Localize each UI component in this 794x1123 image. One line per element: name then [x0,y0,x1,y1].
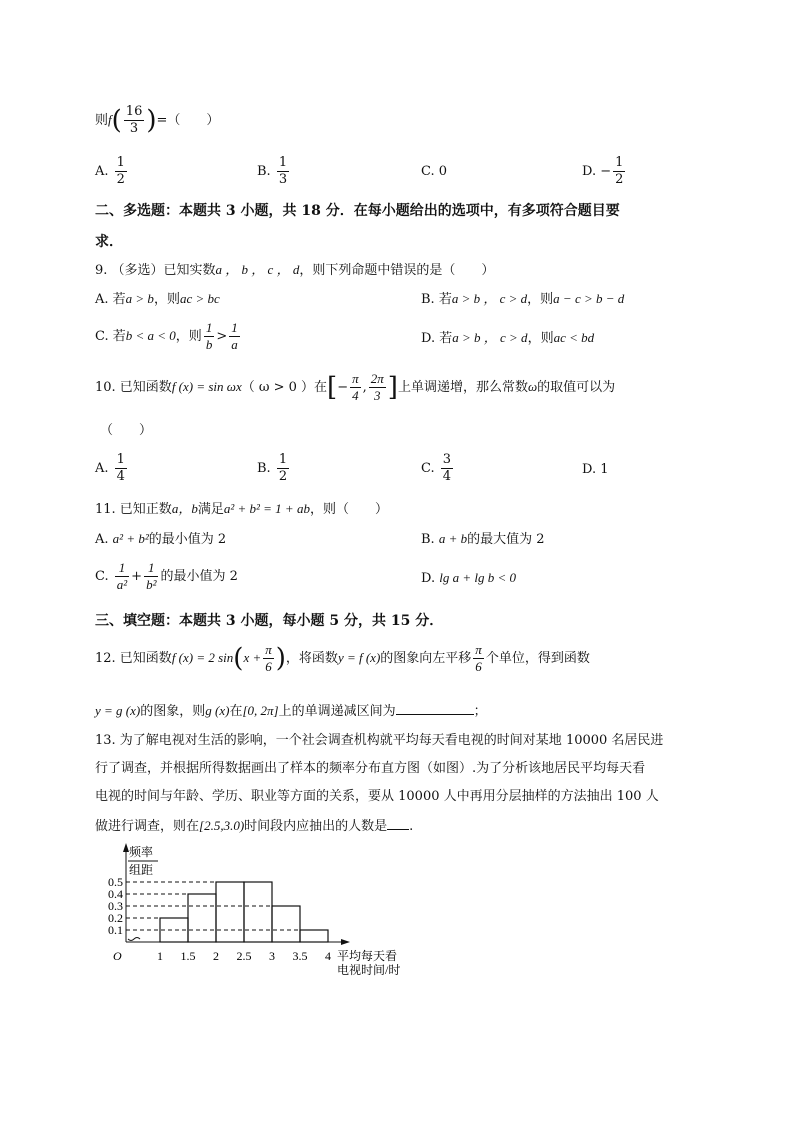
q8-stem [95,104,219,137]
x-tick-label: 3 [269,949,275,963]
frac-den: 2 [278,469,288,484]
y-tick-label: 0.1 [108,923,123,937]
x-tick-label: 1.5 [180,949,196,963]
q8-option-b[interactable] [257,155,291,188]
y-tick-label: 0.5 [108,875,123,889]
minus-sign: − [337,380,349,395]
option-label: A. [95,461,109,476]
histogram-bar [216,882,244,942]
frac-den: a [231,337,238,352]
condition: a > b ， c > d [451,291,528,306]
q13-end: . [409,819,414,834]
then-text: ，则 [527,292,554,307]
paren-close: ) [275,643,286,674]
q12-yg: y = g (x) [95,703,141,718]
plus-sign: + [131,569,143,584]
q8-option-a[interactable] [95,155,129,188]
q9-option-b[interactable] [421,290,624,309]
frac-den: 4 [442,469,452,484]
x-tick-label: 4 [325,949,331,963]
frequency-histogram [95,840,435,990]
expression: a + b [438,531,468,546]
then-text: ，则 [153,292,180,307]
histogram-bar [300,930,328,942]
frac-num: 2π [370,371,384,386]
q12-stem-d: 个单位，得到函数 [485,651,590,666]
option-label: B. 若 [421,292,452,307]
q13-line3: 电视的时间与年龄、学历、职业等方面的关系，要从 10000 人中再用分层抽样的方法抽出 100 人 [95,789,659,804]
x-plus: x + [243,650,262,665]
frac-den: 2 [615,172,624,187]
frac-den: 6 [475,659,482,674]
q12-stem-line1 [95,642,590,675]
minus-sign: − [600,164,612,179]
frac-den: 6 [265,659,272,674]
q8-eq: =（ ） [156,113,220,128]
histogram-bar [188,894,216,942]
q9-vars: a ， b ， c ， d [215,262,300,277]
q13-line1: 13. 为了解电视对生活的影响，一个社会调查机构就平均每天看电视的时间对某地 10000 名居民进 [95,733,664,748]
q10-option-b[interactable] [257,452,291,485]
q11-equation: a² + b² = 1 + ab [223,501,310,516]
q12-interval: [0, 2π] [242,703,279,718]
q11-option-a[interactable] [95,530,226,549]
q11-stem-b: 满足 [197,502,224,517]
frac-den: b² [146,577,157,592]
q10-cond: （ ω > 0 ）在 [241,380,328,395]
q13-answer-blank[interactable] [387,815,409,830]
x-tick-label: 2 [213,949,219,963]
fraction [277,155,289,188]
q9-option-d[interactable] [421,329,594,348]
option-label: A. [95,532,109,547]
q10-stem-c: 的取值可以为 [537,380,616,395]
histogram-bar [244,882,272,942]
q8-option-c[interactable] [421,163,447,181]
frac-num: 3 [442,452,452,467]
option-label: B. [257,164,271,179]
q12-stem-line2 [95,700,487,721]
q13-line2: 行了调查，并根据所得数据画出了样本的频率分布直方图（如图）.为了分析该地居民平均每天看 [95,761,646,776]
fraction [441,452,453,485]
q8-prefix: 则 [95,113,109,128]
q12-stem-g: 上的单调递减区间为 [278,704,396,719]
frac-num: π [475,642,482,657]
q11-stem-a: 11. 已知正数 [95,502,172,517]
result: ac > bc [179,291,220,306]
q10-option-c[interactable] [421,452,455,485]
fraction [473,642,484,675]
y-tick-label: 0.2 [108,911,123,925]
q10-option-d[interactable] [582,461,609,479]
q10-func: f (x) = sin ωx [171,379,242,394]
q11-stem [95,500,388,519]
fraction [277,452,289,485]
omega-symbol: ω [527,379,538,394]
x-tick-label: 3.5 [292,949,308,963]
option-label: D. 1 [582,462,609,477]
section2-heading: 二、多选题：本题共 3 小题，共 18 分．在每小题给出的选项中，有多项符合题目要 [95,203,620,219]
result: ac < bd [553,330,595,345]
y-tick-label: 0.3 [108,899,123,913]
frac-num: 1 [615,155,624,170]
q13-line4-b: 时间段内应抽出的人数是 [244,819,388,834]
frac-den: 4 [116,469,125,484]
q11-option-b[interactable] [421,530,545,549]
frac-den: 3 [374,388,381,403]
q12-stem-c: 的图象向左平移 [380,651,472,666]
expression: a² + b² [112,531,149,546]
option-label: D. [421,571,436,586]
q12-func: f (x) = 2 sin [171,650,234,665]
option-text: 的最小值为 2 [160,569,238,584]
fraction [144,560,158,593]
condition: b < a < 0 [125,328,176,343]
y-tick-label: 0.4 [108,887,123,901]
x-tick-label: 2.5 [236,949,252,963]
q12-end: ； [473,704,487,719]
frac-num: 1 [144,560,158,577]
option-label: B. [257,461,271,476]
option-label: A. [95,164,109,179]
q10-option-a[interactable] [95,452,129,485]
q10-stem-a: 10. 已知函数 [95,380,172,395]
axis-break [128,938,140,941]
option-text: 的最小值为 2 [148,532,227,547]
q13-interval: [2.5,3.0) [199,818,245,833]
option-label: A. 若 [95,292,126,307]
frac-num: π [265,642,272,657]
fraction [350,371,361,404]
option-text: 的最大值为 2 [467,532,545,547]
q13-line4-a: 做进行调查，则在 [95,819,200,834]
then-text: ，则 [527,331,554,346]
q11-option-c[interactable] [95,560,238,593]
expression: lg a + lg b < 0 [439,570,517,585]
xlabel-line1: 平均每天看 [337,949,398,963]
q9-stem-b: ，则下列命题中错误的是（ ） [299,263,495,278]
frac-den: a² [116,577,128,592]
frac-num: 1 [278,452,288,467]
frac-num: 16 [125,104,143,119]
q12-yf: y = f (x) [337,650,381,665]
q11-stem-c: ，则（ ） [309,502,388,517]
q12-stem-f: 在 [229,704,243,719]
fraction [369,371,386,404]
bracket-open: [ [327,372,338,403]
condition: a > b ， c > d [452,330,528,345]
then-text: ，则 [175,329,202,344]
q10-stem-b: 上单调递增，那么常数 [397,380,528,395]
q8-func: f [108,112,112,127]
fraction [204,320,215,353]
option-label: D. 若 [421,331,453,346]
frac-den: 4 [352,388,359,403]
option-label: C. 0 [421,164,448,179]
q11-option-d[interactable] [421,569,516,588]
fraction [263,642,274,675]
frac-den: 2 [116,172,125,187]
q12-stem-a: 12. 已知函数 [95,651,172,666]
q12-gx: g (x) [205,703,230,718]
fraction [115,155,127,188]
option-label: D. [582,164,597,179]
frac-num: 1 [205,320,213,335]
option-label: C. 若 [95,329,126,344]
condition: a > b [125,291,154,306]
frac-num: π [352,371,359,386]
frac-num: 1 [278,155,288,170]
fraction [115,452,127,485]
section2-heading-cont: 求． [95,234,123,250]
q9-stem-a: 9. （多选）已知实数 [95,263,216,278]
q10-stem: 10. 已知函数f (x) = sin ωx（ ω > 0 ）在[− $\frac{\pi}{4}$ , $\frac{2\pi}{3}$ ]上单调递增，那么常数ω的取值可以为 [95,371,616,403]
histogram-bar [272,906,300,942]
paren-open: ( [233,643,244,674]
q12-stem-e: 的图象，则 [140,704,206,719]
origin-label: O [113,949,122,963]
q9-option-a[interactable] [95,290,220,309]
q13-line4 [95,815,413,836]
q12-answer-blank[interactable] [396,700,474,715]
option-label: C. [421,461,435,476]
frac-num: 1 [116,155,125,170]
x-tick-label: 1 [157,949,163,963]
gt-sign: > [216,329,228,344]
xlabel-line2: 电视时间/时 [337,963,401,977]
q8-option-d[interactable] [582,155,627,188]
q11-vars: a，b [171,501,198,516]
frac-num: 1 [115,560,129,577]
frac-den: 3 [129,121,139,136]
option-label: B. [421,532,435,547]
q12-stem-b: ，将函数 [285,651,338,666]
fraction [613,155,625,188]
q9-option-c[interactable] [95,320,242,353]
frac-den: b [205,337,213,352]
result: a − c > b − d [553,291,625,306]
q8-fraction [124,104,145,137]
fraction [229,320,240,353]
ylabel-bottom: 组距 [129,863,154,877]
fraction [115,560,129,593]
ylabel-top: 频率 [129,845,154,859]
option-label: C. [95,569,109,584]
frac-num: 1 [231,320,238,335]
section3-heading: 三、填空题：本题共 3 小题，每小题 5 分，共 15 分． [95,613,444,629]
frac-den: 3 [278,172,288,187]
paren-open: ( [111,105,122,136]
paren-close: ) [146,105,157,136]
x-axis-arrow [341,939,350,945]
bracket-close: ] [387,372,398,403]
frac-num: 1 [116,452,125,467]
q10-answer-paren: （ ） [100,423,153,438]
q9-stem [95,261,494,280]
